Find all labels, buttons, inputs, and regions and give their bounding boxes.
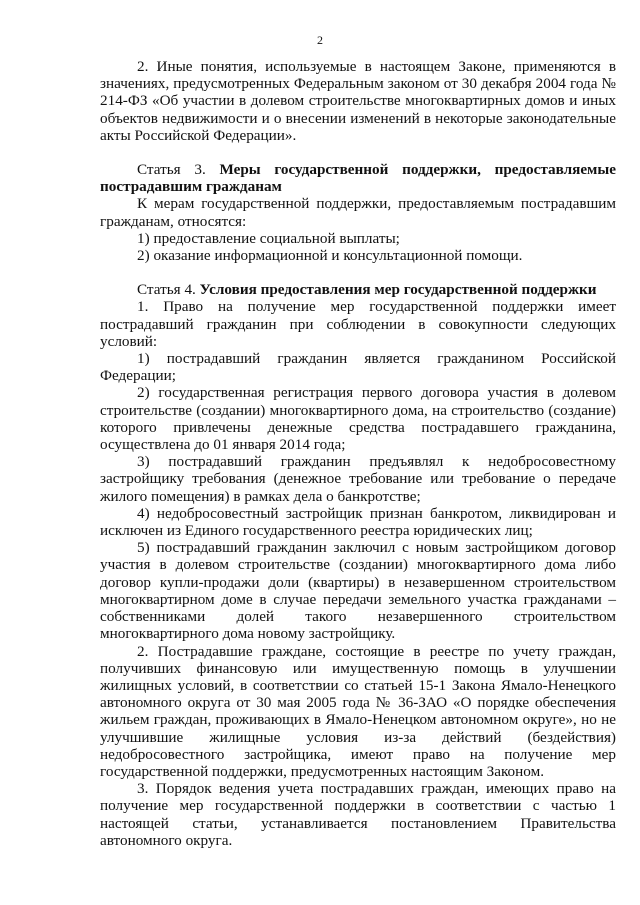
document-body — [100, 58, 616, 849]
article4-condition-5: 5) пострадавший гражданин заключил с новым застройщиком договор участия в долевом строительстве (создании) многоквартирного дома либо договор купли-продажи доли (квартиры) в незавершенном строительством многоквартирном доме в случае передачи земельного участка гражданами – собственниками долей такого незавершенного строительством многоквартирного дома новому застройщику. — [100, 539, 616, 643]
article3-intro: К мерам государственной поддержки, предоставляемым пострадавшим гражданам, относятся: — [100, 195, 616, 230]
article4-condition-2: 2) государственная регистрация первого договора участия в долевом строительстве (создании) многоквартирного дома, на строительство (создание) которого привлечены денежные средства пострадавшего гражданина, осуществлена до 01 января 2014 года; — [100, 384, 616, 454]
spacer — [100, 264, 616, 281]
article2-paragraph-2: 2. Иные понятия, используемые в настоящем Законе, применяются в значениях, предусмотренных Федеральным законом от 30 декабря 2004 года № 214-ФЗ «Об участии в долевом строительстве многоквартирных домов и иных объектов недвижимости и о внесении изменений в некоторые законодательные акты Российской Федерации». — [100, 58, 616, 144]
article3-item-2: 2) оказание информационной и консультационной помощи. — [137, 247, 523, 265]
article4-part-1: 1. Право на получение мер государственной поддержки имеет пострадавший гражданин при соблюдении в совокупности следующих условий: — [100, 298, 616, 350]
article4-condition-3: 3) пострадавший гражданин предъявлял к недобросовестному застройщику требования (денежное требование или требование о передаче жилого помещения) в рамках дела о банкротстве; — [100, 453, 616, 505]
article4-title: Условия предоставления мер государственной поддержки — [199, 281, 597, 299]
article3-title: Меры государственной поддержки, предоставляемые пострадавшим гражданам — [100, 161, 617, 196]
article3-heading — [100, 161, 616, 195]
article4-heading — [100, 281, 616, 298]
article3-item-1: 1) предоставление социальной выплаты; — [137, 229, 400, 247]
article4-prefix: Статья 4. — [137, 281, 196, 299]
article4-part-3: 3. Порядок ведения учета пострадавших граждан, имеющих право на получение мер государственной поддержки в соответствии с частью 1 настоящей статьи, устанавливается постановлением Правительства автономного округа. — [100, 780, 616, 849]
article4-condition-1: 1) пострадавший гражданин является гражданином Российской Федерации; — [100, 350, 616, 385]
article4-part-2: 2. Пострадавшие граждане, состоящие в реестре по учету граждан, получивших финансовую или имущественную помощь в улучшении жилищных условий, в соответствии со статьей 15-1 Закона Ямало-Ненецкого автономного округа от 30 мая 2005 года № 36-ЗАО «О порядке обеспечения жильем граждан, проживающих в Ямало-Ненецком автономном округе», но не улучшившие жилищные условия из-за действий (бездействия) недобросовестного застройщика, имеют право на получение мер государственной поддержки, предусмотренных настоящим Законом. — [100, 642, 616, 780]
article3-prefix: Статья 3. — [137, 161, 206, 179]
article4-condition-4: 4) недобросовестный застройщик признан банкротом, ликвидирован и исключен из Единого государственного реестра юридических лиц; — [100, 504, 616, 540]
spacer — [100, 144, 616, 161]
page-number: 2 — [317, 33, 323, 47]
